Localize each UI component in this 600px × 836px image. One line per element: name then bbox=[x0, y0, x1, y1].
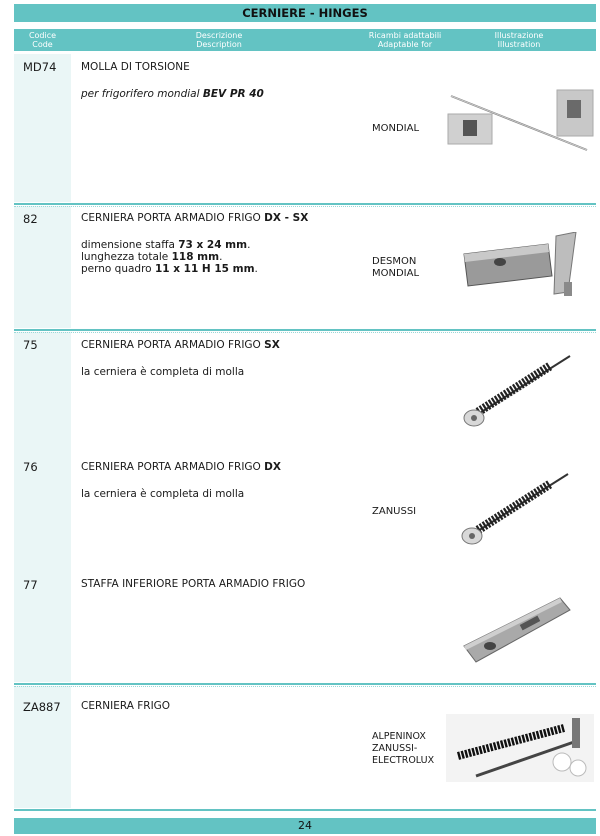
item-description-model: BEV PR 40 bbox=[202, 88, 264, 100]
item-note: la cerniera è completa di molla bbox=[81, 488, 245, 500]
row-divider bbox=[14, 329, 596, 331]
item-title-variant: DX - SX bbox=[264, 212, 309, 224]
adaptable-brand: MONDIAL bbox=[372, 268, 420, 279]
torsion-spring-image bbox=[447, 88, 595, 168]
column-adaptable-label-it: Ricambi adattabili bbox=[368, 31, 442, 40]
column-description-label-en: Description bbox=[196, 40, 242, 49]
item-code: 76 bbox=[23, 460, 38, 474]
column-code-header bbox=[14, 31, 71, 49]
row-divider bbox=[14, 809, 596, 811]
column-adaptable-label-en: Adaptable for bbox=[377, 40, 433, 49]
item-title: CERNIERA FRIGO bbox=[81, 700, 171, 712]
item-title: MOLLA DI TORSIONE bbox=[81, 61, 190, 73]
column-adaptable-header bbox=[359, 31, 451, 49]
dimension-label: perno quadro bbox=[81, 263, 155, 275]
dimension-punct: . bbox=[254, 263, 258, 275]
item-code: 82 bbox=[23, 212, 38, 226]
adaptable-brand: DESMON bbox=[372, 256, 417, 267]
item-title: STAFFA INFERIORE PORTA ARMADIO FRIGO bbox=[81, 578, 306, 590]
item-description bbox=[81, 88, 264, 100]
row-divider-dotted bbox=[14, 686, 596, 687]
dimension-line bbox=[81, 239, 258, 251]
item-title bbox=[81, 339, 280, 351]
adaptable-brand: ZANUSSI- bbox=[372, 743, 418, 754]
item-title-text: CERNIERA PORTA ARMADIO FRIGO bbox=[81, 339, 265, 351]
column-description-header bbox=[74, 31, 364, 49]
dimension-punct: . bbox=[247, 239, 251, 251]
page-number: 24 bbox=[14, 818, 596, 834]
row-divider-dotted bbox=[14, 332, 596, 333]
code-column-bg bbox=[14, 332, 71, 682]
column-illustration-header bbox=[474, 31, 564, 49]
column-code-label-it: Codice bbox=[28, 31, 57, 40]
item-adaptable: ZANUSSI bbox=[372, 506, 417, 517]
item-title bbox=[81, 461, 281, 473]
item-code: ZA887 bbox=[23, 700, 61, 714]
item-code: MD74 bbox=[23, 60, 57, 74]
column-illustration-label-en: Illustration bbox=[497, 40, 541, 49]
item-code: 77 bbox=[23, 578, 38, 592]
item-note: la cerniera è completa di molla bbox=[81, 366, 245, 378]
column-illustration-label-it: Illustrazione bbox=[494, 31, 544, 40]
adaptable-brand: ELECTROLUX bbox=[372, 755, 435, 766]
adaptable-brand: ALPENINOX bbox=[372, 731, 426, 742]
item-title-text: CERNIERA PORTA ARMADIO FRIGO bbox=[81, 461, 265, 473]
item-description-text: per frigorifero mondial bbox=[81, 88, 203, 100]
row-divider-dotted bbox=[14, 206, 596, 207]
dimension-label: lunghezza totale bbox=[81, 251, 172, 263]
page-title: CERNIERE - HINGES bbox=[14, 4, 596, 22]
column-header-bar bbox=[14, 29, 596, 51]
item-title-text: CERNIERA PORTA ARMADIO FRIGO bbox=[81, 212, 265, 224]
column-description-label-it: Descrizione bbox=[195, 31, 243, 40]
dimension-label: dimensione staffa bbox=[81, 239, 179, 251]
item-adaptable bbox=[372, 731, 434, 767]
item-title bbox=[81, 212, 308, 224]
item-code: 75 bbox=[23, 338, 38, 352]
dimension-value: 118 mm bbox=[171, 251, 220, 263]
column-code-label-en: Code bbox=[32, 40, 53, 49]
row-divider bbox=[14, 203, 596, 205]
item-adaptable: MONDIAL bbox=[372, 123, 420, 134]
lower-bracket-image bbox=[460, 596, 572, 664]
spring-hinge-sx-image bbox=[460, 354, 575, 430]
dimension-value: 11 x 11 H 15 mm bbox=[154, 263, 255, 275]
door-hinge-image bbox=[460, 232, 582, 298]
code-column-bg bbox=[14, 54, 71, 202]
dimension-value: 73 x 24 mm bbox=[178, 239, 248, 251]
item-adaptable bbox=[372, 256, 419, 280]
item-title-variant: DX bbox=[264, 461, 281, 473]
dimension-line bbox=[81, 251, 258, 263]
dimension-punct: . bbox=[219, 251, 223, 263]
dimension-line bbox=[81, 263, 258, 275]
fridge-hinge-kit-image bbox=[446, 714, 594, 782]
row-divider bbox=[14, 683, 596, 685]
item-title-variant: SX bbox=[264, 339, 280, 351]
item-dimensions bbox=[81, 239, 258, 275]
spring-hinge-dx-image bbox=[458, 470, 573, 550]
